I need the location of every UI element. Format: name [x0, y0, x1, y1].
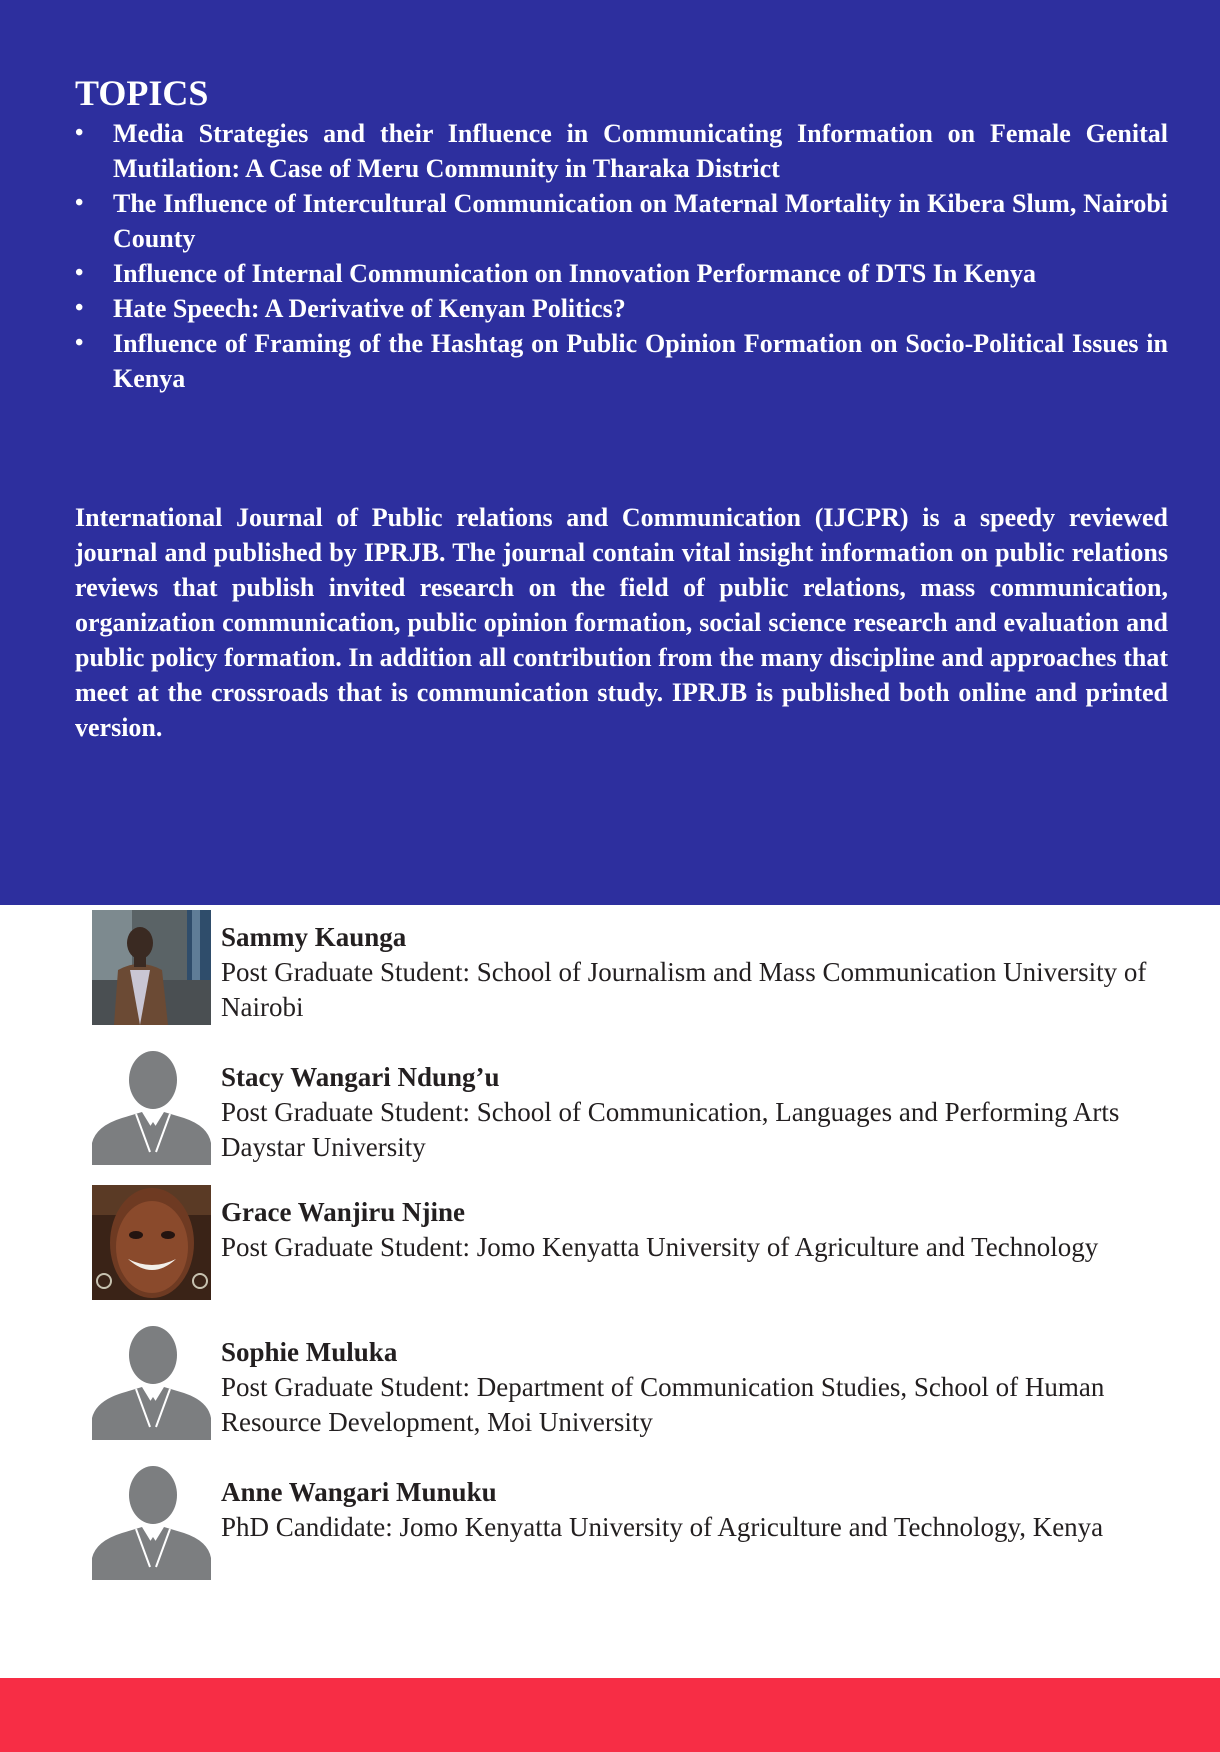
- topic-text: Hate Speech: A Derivative of Kenyan Politics?: [113, 294, 626, 323]
- author-card: [92, 910, 1182, 1028]
- author-card: [92, 1465, 1182, 1583]
- topic-item: [75, 326, 1168, 396]
- bullet-icon: •: [75, 330, 84, 356]
- topic-item: [75, 291, 1168, 326]
- bullet-icon: •: [75, 120, 84, 146]
- author-affiliation: PhD Candidate: Jomo Kenyatta University of Agriculture and Technology, Kenya: [221, 1512, 1104, 1542]
- topic-text: Influence of Internal Communication on Innovation Performance of DTS In Kenya: [113, 259, 1037, 288]
- author-name: Stacy Wangari Ndung’u: [221, 1062, 500, 1092]
- author-name: Anne Wangari Munuku: [221, 1477, 497, 1507]
- topic-item: [75, 256, 1168, 291]
- author-card: [92, 1325, 1182, 1443]
- topic-text: The Influence of Intercultural Communication on Maternal Mortality in Kibera Slum, Nairobi County: [113, 189, 1168, 253]
- author-affiliation: Post Graduate Student: Jomo Kenyatta University of Agriculture and Technology: [221, 1232, 1099, 1262]
- topic-text: Media Strategies and their Influence in Communicating Information on Female Genital Mutilation: A Case of Meru Community in Tharaka District: [113, 119, 1168, 183]
- author-info: [221, 1195, 1171, 1265]
- author-name: Sammy Kaunga: [221, 922, 407, 952]
- placeholder-silhouette-icon: [92, 1465, 211, 1580]
- journal-description: International Journal of Public relations and Communication (IJCPR) is a speedy reviewed journal and published by IPRJB. The journal contain vital insight information on public relations reviews that publish invited research on the field of public relations, mass communication, organization communication, public opinion formation, social science research and evaluation and public policy formation. In addition all contribution from the many discipline and approaches that meet at the crossroads that is communication study. IPRJB is published both online and printed version.: [75, 503, 1168, 742]
- author-card: [92, 1050, 1182, 1168]
- author-affiliation: Post Graduate Student: Department of Communication Studies, School of Human Resource Development, Moi University: [221, 1372, 1105, 1437]
- author-photo: [92, 1185, 211, 1300]
- author-info: [221, 1060, 1171, 1165]
- author-info: [221, 1475, 1171, 1545]
- placeholder-silhouette-icon: [92, 1050, 211, 1165]
- author-info: [221, 1335, 1171, 1440]
- author-photo: [92, 910, 211, 1025]
- author-info: [221, 920, 1171, 1025]
- topic-text: Influence of Framing of the Hashtag on Public Opinion Formation on Socio-Political Issues in Kenya: [113, 329, 1168, 393]
- topic-item: [75, 186, 1168, 256]
- author-affiliation: Post Graduate Student: School of Communication, Languages and Performing Arts Daystar University: [221, 1097, 1120, 1162]
- bullet-icon: •: [75, 190, 84, 216]
- author-name: Sophie Muluka: [221, 1337, 398, 1367]
- author-card: [92, 1185, 1182, 1303]
- topics-list: [75, 116, 1168, 396]
- author-affiliation: Post Graduate Student: School of Journalism and Mass Communication University of Nairobi: [221, 957, 1147, 1022]
- placeholder-silhouette-icon: [92, 1325, 211, 1440]
- bullet-icon: •: [75, 295, 84, 321]
- bullet-icon: •: [75, 260, 84, 286]
- author-name: Grace Wanjiru Njine: [221, 1197, 465, 1227]
- topic-item: [75, 116, 1168, 186]
- footer-bar: [0, 1678, 1220, 1752]
- topics-heading: TOPICS: [75, 73, 209, 113]
